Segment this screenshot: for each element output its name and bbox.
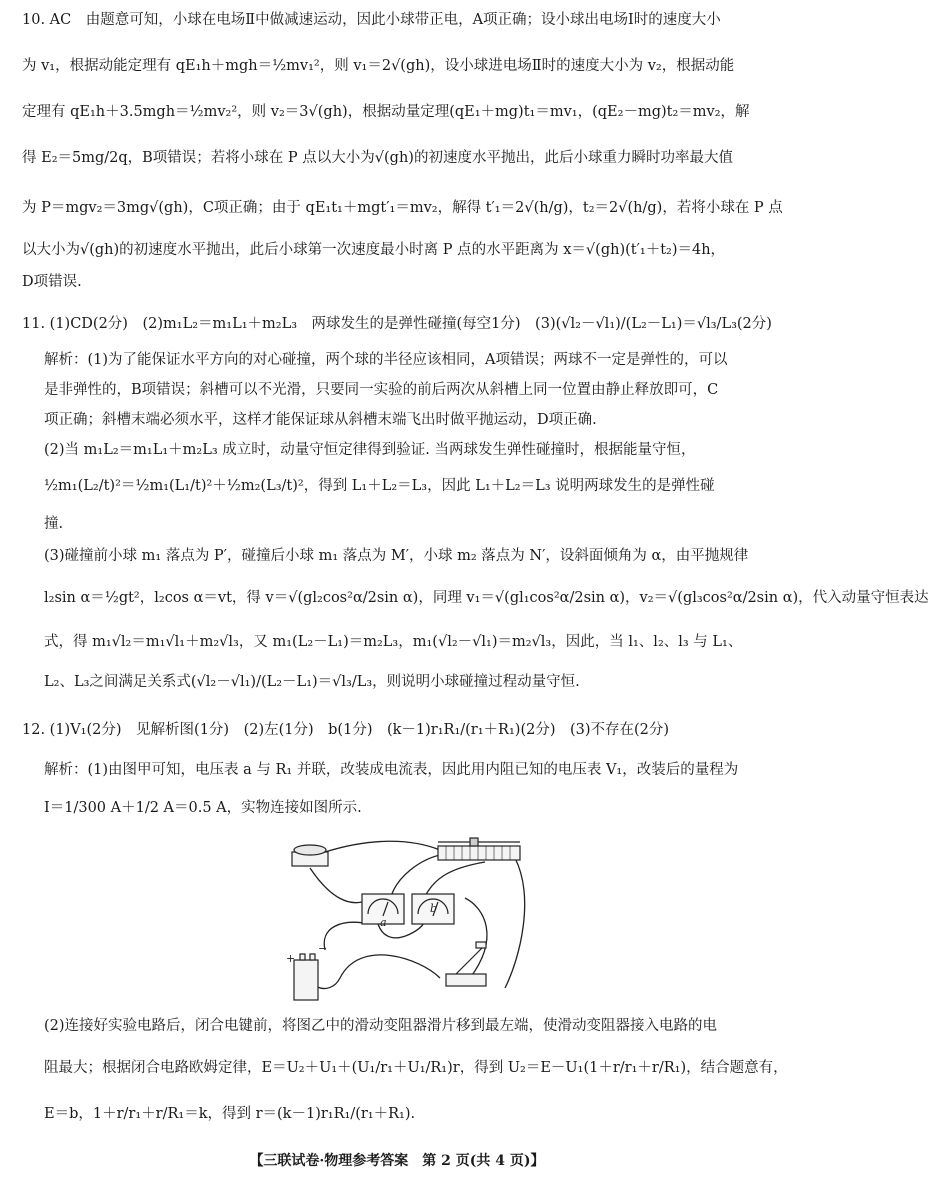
battery — [294, 954, 318, 1000]
q11-line-7: 撞. — [44, 516, 64, 532]
circuit-diagram — [270, 838, 530, 1008]
q10-line-4: 得 E₂＝5mg/2q，B项错误；若将小球在 P 点以大小为√(gh)的初速度水平抛出，此后小球重力瞬时功率最大值 — [22, 150, 733, 166]
q10-line-3: 定理有 qE₁h＋3.5mgh＝½mv₂²，则 v₂＝3√(gh)，根据动量定理(qE₁＋mg)t₁＝mv₁，(qE₂－mg)t₂＝mv₂，解 — [22, 104, 750, 120]
q11-line-11: L₂、L₃之间满足关系式(√l₂－√l₁)/(L₂－L₁)＝√l₃/L₃，则说明小球碰撞过程动量守恒. — [44, 674, 580, 690]
q11-line-5: (2)当 m₁L₂＝m₁L₁＋m₂L₃ 成立时，动量守恒定律得到验证. 当两球发生弹性碰撞时，根据能量守恒， — [44, 442, 696, 458]
page-footer: 【三联试卷·物理参考答案 第 2 页(共 4 页)】 — [249, 1153, 545, 1169]
meter-a-label: a — [380, 916, 387, 929]
q11-line-6: ½m₁(L₂/t)²＝½m₁(L₁/t)²＋½m₂(L₃/t)²，得到 L₁＋L₂＝L₃，因此 L₁＋L₂＝L₃ 说明两球发生的是弹性碰 — [44, 478, 715, 494]
plus-sign: + — [286, 952, 296, 965]
q10-line-7: D项错误. — [22, 274, 82, 290]
q11-line-4: 项正确；斜槽末端必须水平，这样才能保证球从斜槽末端飞出时做平抛运动，D项正确. — [44, 412, 597, 428]
resistor-box — [292, 845, 328, 866]
wire — [465, 898, 487, 978]
q12-line-4: (2)连接好实验电路后，闭合电键前，将图乙中的滑动变阻器滑片移到最左端，使滑动变阻器接入电路的电 — [44, 1018, 718, 1034]
q11-line-2: 解析：(1)为了能保证水平方向的对心碰撞，两个球的半径应该相同，A项错误；两球不一定是弹性的，可以 — [44, 352, 728, 368]
q11-line-9: l₂sin α＝½gt²，l₂cos α＝vt，得 v＝√(gl₂cos²α/2sin α)，同理 v₁＝√(gl₁cos²α/2sin α)，v₂＝√(gl₃cos²α/2sin α)，代入动量守恒表达 — [44, 590, 929, 606]
q11-line-1: 11. (1)CD(2分) (2)m₁L₂＝m₁L₁＋m₂L₃ 两球发生的是弹性碰撞(每空1分) (3)(√l₂－√l₁)/(L₂－L₁)＝√l₃/L₃(2分) — [22, 316, 772, 332]
minus-sign: − — [318, 942, 328, 955]
q12-line-2: 解析：(1)由图甲可知，电压表 a 与 R₁ 并联，改装成电流表，因此用内阻已知的电压表 V₁，改装后的量程为 — [44, 762, 739, 778]
wire — [308, 955, 440, 989]
q11-line-3: 是非弹性的，B项错误；斜槽可以不光滑，只要同一实验的前后两次从斜槽上同一位置由静止释放即可，C — [44, 382, 719, 398]
q12-line-6: E＝b，1＋r/r₁＋r/R₁＝k，得到 r＝(k－1)r₁R₁/(r₁＋R₁). — [44, 1106, 416, 1122]
wire — [325, 841, 440, 852]
q10-line-2: 为 v₁，根据动能定理有 qE₁h＋mgh＝½mv₁²，则 v₁＝2√(gh)，设小球进电场Ⅱ时的速度大小为 v₂，根据动能 — [22, 58, 735, 74]
wire — [390, 854, 445, 900]
q12-line-1: 12. (1)V₁(2分) 见解析图(1分) (2)左(1分) b(1分) (k－1)r₁R₁/(r₁＋R₁)(2分) (3)不存在(2分) — [22, 722, 670, 738]
sliding-rheostat — [438, 838, 520, 860]
meter-b-label: b — [430, 902, 438, 915]
q11-line-10: 式，得 m₁√l₂＝m₁√l₁＋m₂√l₃，又 m₁(L₂－L₁)＝m₂L₃，m₁(√l₂－√l₁)＝m₂√l₃，因此，当 l₁、l₂、l₃ 与 L₁、 — [44, 634, 743, 650]
q11-line-8: (3)碰撞前小球 m₁ 落点为 P′，碰撞后小球 m₁ 落点为 M′，小球 m₂ 落点为 N′，设斜面倾角为 α，由平抛规律 — [44, 548, 749, 564]
wire — [310, 868, 368, 903]
q12-line-3: I＝1/300 A＋1/2 A＝0.5 A，实物连接如图所示. — [44, 800, 362, 816]
q12-line-5: 阻最大；根据闭合电路欧姆定律，E＝U₂＋U₁＋(U₁/r₁＋U₁/R₁)r，得到 U₂＝E－U₁(1＋r/r₁＋r/R₁)，结合题意有， — [44, 1060, 788, 1076]
q10-line-1: 10. AC 由题意可知，小球在电场Ⅱ中做减速运动，因此小球带正电，A项正确；设小球出电场Ⅰ时的速度大小 — [22, 12, 721, 28]
switch — [446, 942, 486, 986]
q10-line-5: 为 P＝mgv₂＝3mg√(gh)，C项正确；由于 qE₁t₁＋mgt′₁＝mv₂，解得 t′₁＝2√(h/g)，t₂＝2√(h/g)，若将小球在 P 点 — [22, 200, 783, 216]
wire — [505, 858, 525, 988]
wire — [324, 922, 370, 950]
q10-line-6: 以大小为√(gh)的初速度水平抛出，此后小球第一次速度最小时离 P 点的水平距离为 x＝√(gh)(t′₁＋t₂)＝4h， — [22, 242, 726, 258]
